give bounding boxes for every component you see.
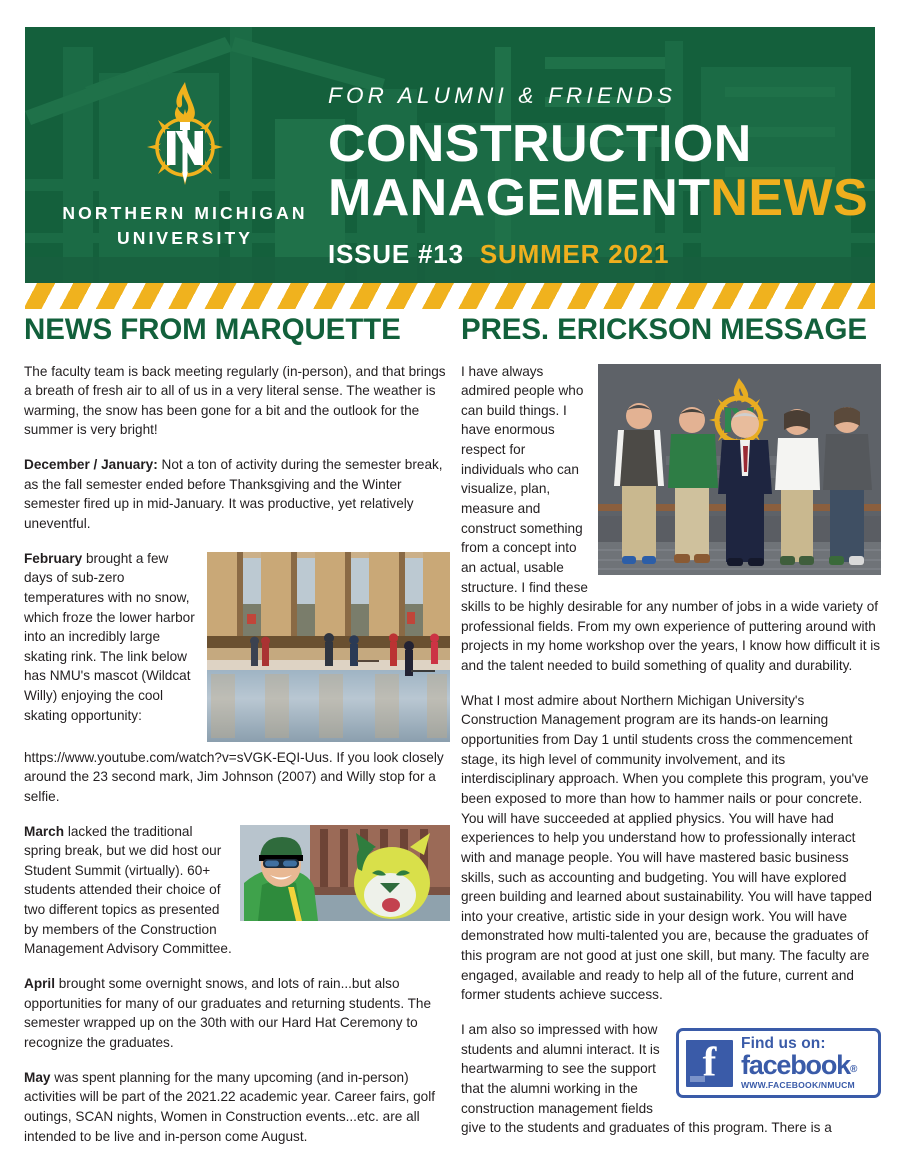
masthead-title-management: MANAGEMENT: [328, 168, 711, 227]
paragraph-lead-may: May: [24, 1069, 51, 1085]
paragraph-president-1: I have always admired people who can build things. I have enormous respect for individuals who can visualize, plan, measure and construct something from a concept into an actual, usable structure. I find these skills to be highly desirable for any number of jobs in a wide variety of professional fields. From my own experience of puttering around with projects in my home workshop over the years, I know how difficult it is and the talent needed to build something of quality and durability.: [461, 363, 881, 674]
paragraph-president-2: What I most admire about Northern Michigan University's Construction Management program are its hands-on learning opportunities from Day 1 until students cross the commencement stage, its high level of community involvement, and its interdisciplinary approach. When you complete this program, you've been exposed to more than how to hammer nails or pour concrete. You will have succeeded at applied physics. You will have had experiences to help you understand how to professionally interact with and manage people. You will have mastered basic business skills, such as accounting and budgeting. You will have explored green building and learned about sustainability. You will have tapped into your creative, artistic side in your design work. You will have demonstrated how multi-talented you are, because the graduates of this program are not good at just one skill, but many. The faculty are engaged, available and ready to help all of the future, current and former students achieve success.: [461, 692, 872, 1003]
right-column: [461, 315, 881, 1138]
masthead-title-line2: [328, 168, 869, 227]
facebook-registered-mark: ®: [849, 1063, 858, 1075]
paragraph-body-december-january: Not a ton of activity during the semester break, as the fall semester ended before Thanksgiving and the Winter semester fired up in mid-January. It was productive, yet relatively uneventful.: [24, 457, 443, 531]
photo-faculty-with-president: [598, 364, 881, 575]
facebook-badge-wrapper[interactable]: [676, 1028, 881, 1098]
paragraph-december-january: [24, 455, 450, 534]
photo-frozen-harbor-skating-rink: [207, 552, 450, 742]
photo-selfie-with-mascot: [240, 825, 450, 921]
facebook-find-us-label: Find us on:: [741, 1035, 826, 1053]
masthead-kicker: FOR ALUMNI & FRIENDS: [328, 83, 677, 108]
paragraph-body-april: brought some overnight snows, and lots of rain...but also opportunities for many of our graduates and returning students. The semester wrapped up on the 30th with our Hard Hat Ceremony to recognize the graduates.: [24, 976, 432, 1050]
paragraph-lead-march: March: [24, 823, 65, 839]
right-column-heading: PRES. ERICKSON MESSAGE: [461, 313, 867, 346]
masthead-title: [328, 115, 869, 227]
nmu-torch-compass-icon: [137, 79, 233, 191]
paragraph-april: [24, 974, 450, 1053]
paragraph-president-3: I am also so impressed with how students and alumni interact. It is heartwarming to see the support that the alumni working in the construction management fields give to the students and graduates of this program. There is a: [461, 1022, 832, 1136]
paragraph-body-may: was spent planning for the many upcoming (and in-person) activities will be part of the 2021.22 academic year. Career fairs, golf outings, SCAN nights, Women in Construction events...etc. are all intended to be live and in-person come August.: [24, 1069, 436, 1144]
facebook-badge[interactable]: [676, 1028, 881, 1098]
left-column-heading: NEWS FROM MARQUETTE: [24, 313, 401, 346]
nmu-logo-block: [40, 79, 330, 251]
issue-line: [328, 239, 868, 270]
paragraph-lead-april: April: [24, 976, 55, 992]
left-column: [24, 315, 450, 1161]
header-banner: [25, 27, 875, 283]
facebook-badge-text: [741, 1036, 871, 1090]
paragraph-lead-february: February: [24, 550, 83, 566]
university-name-line2: UNIVERSITY: [116, 227, 254, 248]
paragraph-body-february: brought a few days of sub-zero temperatures with no snow, which froze the lower harbor into an incredibly large skating rink. The link below has NMU's mascot (Wildcat Willy) enjoying the cool skating opportunity: https://www.youtube.com/watch?v=sVGK-EQI-Uus. If you look closely around the 23 second mark, Jim Johnson (2007) and Willy stop for a selfie.: [24, 550, 444, 804]
facebook-url: WWW.FACEBOOK/NMUCM: [741, 1080, 855, 1091]
facebook-wordmark: [741, 1049, 871, 1080]
university-name: [40, 201, 330, 251]
paragraph-may: [24, 1068, 450, 1147]
issue-season: SUMMER 2021: [479, 239, 670, 270]
masthead-title-news: NEWS: [710, 168, 869, 227]
paragraph-lead-december-january: December / January:: [24, 457, 158, 473]
masthead-title-line1: CONSTRUCTION: [328, 115, 752, 173]
facebook-wordmark-text: facebook: [741, 1049, 850, 1080]
issue-number: ISSUE #13: [328, 239, 464, 270]
paragraph-intro: The faculty team is back meeting regularly (in-person), and that brings a breath of fresh air to all of us in a very literal sense. The weather is warming, the snow has been gone for a bit and the outlook for the summer is very bright!: [24, 363, 446, 438]
facebook-f-icon: [686, 1040, 733, 1087]
masthead-title-block: [328, 83, 868, 270]
paragraph-body-march: lacked the traditional spring break, but we did host our Student Summit (virtually). 60+ students attended their choice of two different topics as presented by members of the Construction Management Advisory Committee.: [24, 823, 232, 957]
caution-stripe-divider: [25, 283, 875, 309]
university-name-line1: NORTHERN MICHIGAN: [62, 203, 308, 223]
